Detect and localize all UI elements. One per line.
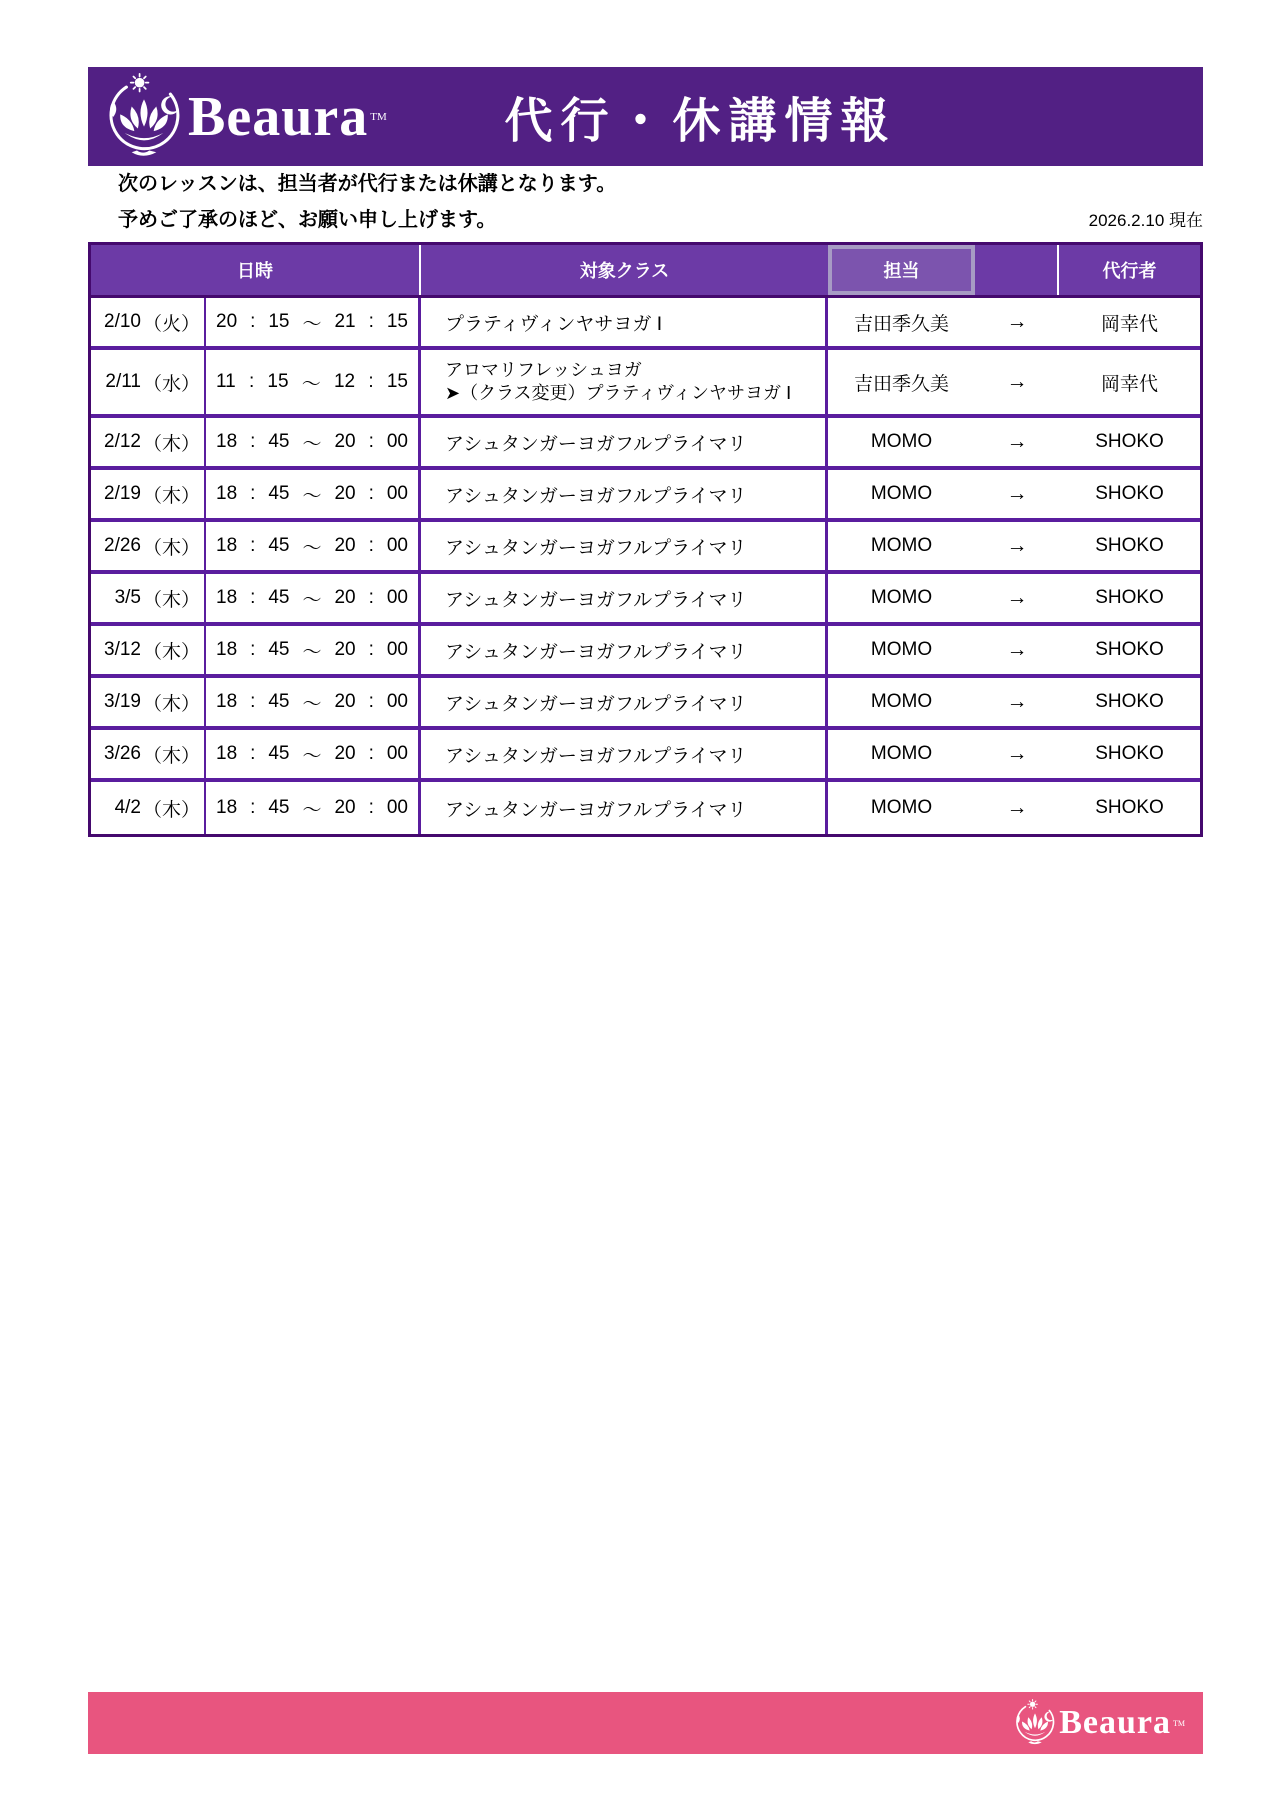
trademark-symbol: TM [1173, 1718, 1185, 1728]
class-name-line: アシュタンガーヨガフルプライマリ [445, 589, 747, 611]
time-part: 00 [386, 797, 408, 818]
cell-class [421, 298, 828, 346]
time-part: 00 [386, 639, 408, 660]
time-part: : [250, 743, 256, 764]
table-row [91, 626, 1200, 678]
cell-class [421, 350, 828, 414]
cell-class [421, 626, 828, 674]
cell-daikou: SHOKO [1095, 797, 1164, 818]
time-part: ～ [302, 693, 322, 715]
cell-daikou: SHOKO [1095, 431, 1164, 452]
weekday-value: （木） [142, 537, 200, 559]
cell-tantou: MOMO [870, 587, 933, 608]
time-part: 12 [333, 371, 356, 392]
time-part: ～ [302, 589, 322, 611]
time-part: 45 [268, 691, 290, 712]
cell-arrow: → [1006, 370, 1028, 393]
date-value: 2/12 [104, 431, 141, 452]
cell-daikou: SHOKO [1095, 535, 1164, 556]
table-row [91, 782, 1200, 834]
cell-class [421, 730, 828, 778]
table-row [91, 522, 1200, 574]
cell-date [91, 574, 206, 622]
time-part: 45 [268, 535, 290, 556]
cell-tantou: MOMO [870, 535, 933, 556]
cell-class [421, 470, 828, 518]
time-part: : [250, 483, 256, 504]
cell-tantou: MOMO [870, 639, 933, 660]
time-part: 20 [334, 587, 356, 608]
cell-tantou: 吉田季久美 [853, 313, 949, 335]
cell-daikou: SHOKO [1095, 483, 1164, 504]
time-part: ～ [302, 433, 322, 455]
time-part: : [250, 797, 256, 818]
time-part: : [368, 691, 374, 712]
cell-date [91, 298, 206, 346]
time-part: : [368, 483, 374, 504]
cell-time [206, 730, 421, 778]
cell-daikou: 岡幸代 [1100, 313, 1158, 335]
time-part: 15 [386, 311, 408, 332]
page-title: 代行・休講情報 [504, 95, 897, 148]
cell-date [91, 730, 206, 778]
cell-class [421, 522, 828, 570]
cell-arrow: → [1006, 430, 1028, 453]
class-name-line: アシュタンガーヨガフルプライマリ [445, 745, 747, 767]
header-datetime: 日時 [91, 245, 421, 295]
footer-bar [88, 1692, 1203, 1754]
time-part: 45 [268, 639, 290, 660]
header-arrow-cell [975, 245, 1059, 295]
weekday-value: （木） [142, 745, 200, 767]
class-name-line: アシュタンガーヨガフルプライマリ [445, 537, 747, 559]
header-tantou: 担当 [828, 245, 975, 295]
cell-date [91, 350, 206, 414]
time-part: 18 [216, 797, 238, 818]
beaura-lotus-icon [1011, 1699, 1059, 1747]
time-part: 20 [334, 743, 356, 764]
trademark-symbol: TM [370, 110, 387, 123]
time-part: 20 [334, 483, 356, 504]
time-part: ～ [302, 745, 322, 767]
weekday-value: （水） [142, 373, 200, 395]
brand-wordmark: Beaura [1059, 1704, 1171, 1741]
cell-date [91, 782, 206, 834]
time-part: : [368, 587, 374, 608]
time-part: : [368, 639, 374, 660]
time-part: : [368, 371, 374, 392]
cell-arrow: → [1006, 310, 1028, 333]
cell-date [91, 470, 206, 518]
brand-wordmark: Beaura [188, 85, 369, 148]
cell-arrow: → [1006, 638, 1028, 661]
cell-daikou: SHOKO [1095, 639, 1164, 660]
cell-arrow: → [1006, 482, 1028, 505]
time-part: 20 [334, 431, 356, 452]
time-part: 20 [334, 691, 356, 712]
class-name-line: アシュタンガーヨガフルプライマリ [445, 799, 747, 821]
time-part: 18 [216, 691, 238, 712]
header-banner [88, 67, 1203, 166]
date-value: 2/26 [104, 535, 141, 556]
date-value: 3/19 [104, 691, 141, 712]
cell-time [206, 298, 421, 346]
cell-date [91, 678, 206, 726]
table-row [91, 470, 1200, 522]
date-value: 2/19 [104, 483, 141, 504]
cell-time [206, 782, 421, 834]
time-part: ～ [302, 313, 322, 335]
cell-tantou: MOMO [870, 691, 933, 712]
table-row [91, 678, 1200, 730]
header-class: 対象クラス [579, 261, 670, 281]
table-header-row [91, 245, 1200, 298]
table-row [91, 350, 1200, 418]
cell-time [206, 574, 421, 622]
time-part: 15 [267, 371, 289, 392]
date-value: 2/11 [105, 371, 141, 392]
time-part: 45 [268, 743, 290, 764]
time-part: ～ [302, 537, 322, 559]
time-part: : [368, 743, 374, 764]
cell-class [421, 782, 828, 834]
time-part: 18 [216, 483, 238, 504]
intro-line-1: 次のレッスンは、担当者が代行または休講となります。 [118, 173, 617, 195]
time-part: 00 [386, 691, 408, 712]
class-name-line: アシュタンガーヨガフルプライマリ [445, 433, 747, 455]
cell-tantou: MOMO [870, 743, 933, 764]
as-of-date: 2026.2.10 現在 [1088, 211, 1203, 230]
time-part: 20 [334, 797, 356, 818]
table-row [91, 730, 1200, 782]
class-name-line: ➤（クラス変更）プラティヴィンヤサヨガ Ⅰ [445, 383, 792, 403]
cell-arrow: → [1006, 796, 1028, 819]
weekday-value: （火） [142, 313, 200, 335]
time-part: : [250, 311, 256, 332]
time-part: 15 [268, 311, 290, 332]
time-part: 45 [268, 483, 290, 504]
time-part: : [250, 535, 256, 556]
weekday-value: （木） [142, 693, 200, 715]
table-row [91, 298, 1200, 350]
cell-class [421, 678, 828, 726]
cell-time [206, 522, 421, 570]
time-part: : [250, 639, 256, 660]
cell-daikou: SHOKO [1095, 587, 1164, 608]
cell-daikou: 岡幸代 [1100, 373, 1158, 395]
cell-tantou: 吉田季久美 [853, 373, 949, 395]
weekday-value: （木） [142, 641, 200, 663]
weekday-value: （木） [142, 799, 200, 821]
time-part: 18 [216, 743, 238, 764]
class-name-line: プラティヴィンヤサヨガ Ⅰ [445, 313, 663, 335]
time-part: 00 [386, 587, 408, 608]
cell-tantou: MOMO [870, 797, 933, 818]
time-part: : [368, 797, 374, 818]
time-part: : [368, 311, 374, 332]
class-name-line: アロマリフレッシュヨガ [445, 360, 642, 380]
time-part: 45 [268, 587, 290, 608]
cell-date [91, 522, 206, 570]
date-value: 3/5 [114, 587, 141, 608]
cell-daikou: SHOKO [1095, 743, 1164, 764]
time-part: : [250, 691, 256, 712]
time-part: ～ [302, 485, 322, 507]
table-row [91, 418, 1200, 470]
cell-class [421, 418, 828, 466]
time-part: : [368, 535, 374, 556]
time-part: : [250, 431, 256, 452]
cell-tantou: MOMO [870, 431, 933, 452]
time-part: : [250, 587, 256, 608]
time-part: ～ [302, 799, 322, 821]
intro-line-2: 予めご了承のほど、お願い申し上げます。 [118, 209, 497, 231]
time-part: 20 [216, 311, 238, 332]
substitution-table [88, 242, 1203, 837]
time-part: 11 [216, 371, 236, 392]
time-part: 00 [386, 431, 408, 452]
cell-arrow: → [1006, 534, 1028, 557]
time-part: 18 [216, 639, 238, 660]
date-value: 4/2 [114, 797, 141, 818]
time-part: 20 [334, 639, 356, 660]
time-part: 20 [334, 535, 356, 556]
weekday-value: （木） [142, 433, 200, 455]
cell-time [206, 470, 421, 518]
time-part: 45 [268, 797, 290, 818]
cell-time [206, 678, 421, 726]
cell-arrow: → [1006, 690, 1028, 713]
weekday-value: （木） [142, 589, 200, 611]
class-name-line: アシュタンガーヨガフルプライマリ [445, 485, 747, 507]
time-part: 18 [216, 535, 238, 556]
time-part: 00 [386, 535, 408, 556]
time-part: : [368, 431, 374, 452]
cell-date [91, 626, 206, 674]
cell-daikou: SHOKO [1095, 691, 1164, 712]
time-part: 18 [216, 587, 238, 608]
time-part: 00 [386, 483, 408, 504]
cell-time [206, 350, 421, 414]
date-value: 2/10 [104, 311, 141, 332]
cell-date [91, 418, 206, 466]
cell-class [421, 574, 828, 622]
time-part: 00 [386, 743, 408, 764]
cell-tantou: MOMO [870, 483, 933, 504]
time-part: : [248, 371, 255, 392]
time-part: ～ [302, 641, 322, 663]
date-value: 3/26 [104, 743, 141, 764]
class-name-line: アシュタンガーヨガフルプライマリ [445, 641, 747, 663]
time-part: 45 [268, 431, 290, 452]
header-daikou: 代行者 [1102, 261, 1157, 281]
cell-time [206, 418, 421, 466]
time-part: 21 [334, 311, 356, 332]
cell-time [206, 626, 421, 674]
time-part: ～ [301, 373, 321, 395]
cell-arrow: → [1006, 586, 1028, 609]
time-part: 15 [386, 371, 408, 392]
class-name-line: アシュタンガーヨガフルプライマリ [445, 693, 747, 715]
time-part: 18 [216, 431, 238, 452]
table-row [91, 574, 1200, 626]
table-body [91, 298, 1200, 834]
date-value: 3/12 [104, 639, 141, 660]
weekday-value: （木） [142, 485, 200, 507]
cell-arrow: → [1006, 742, 1028, 765]
